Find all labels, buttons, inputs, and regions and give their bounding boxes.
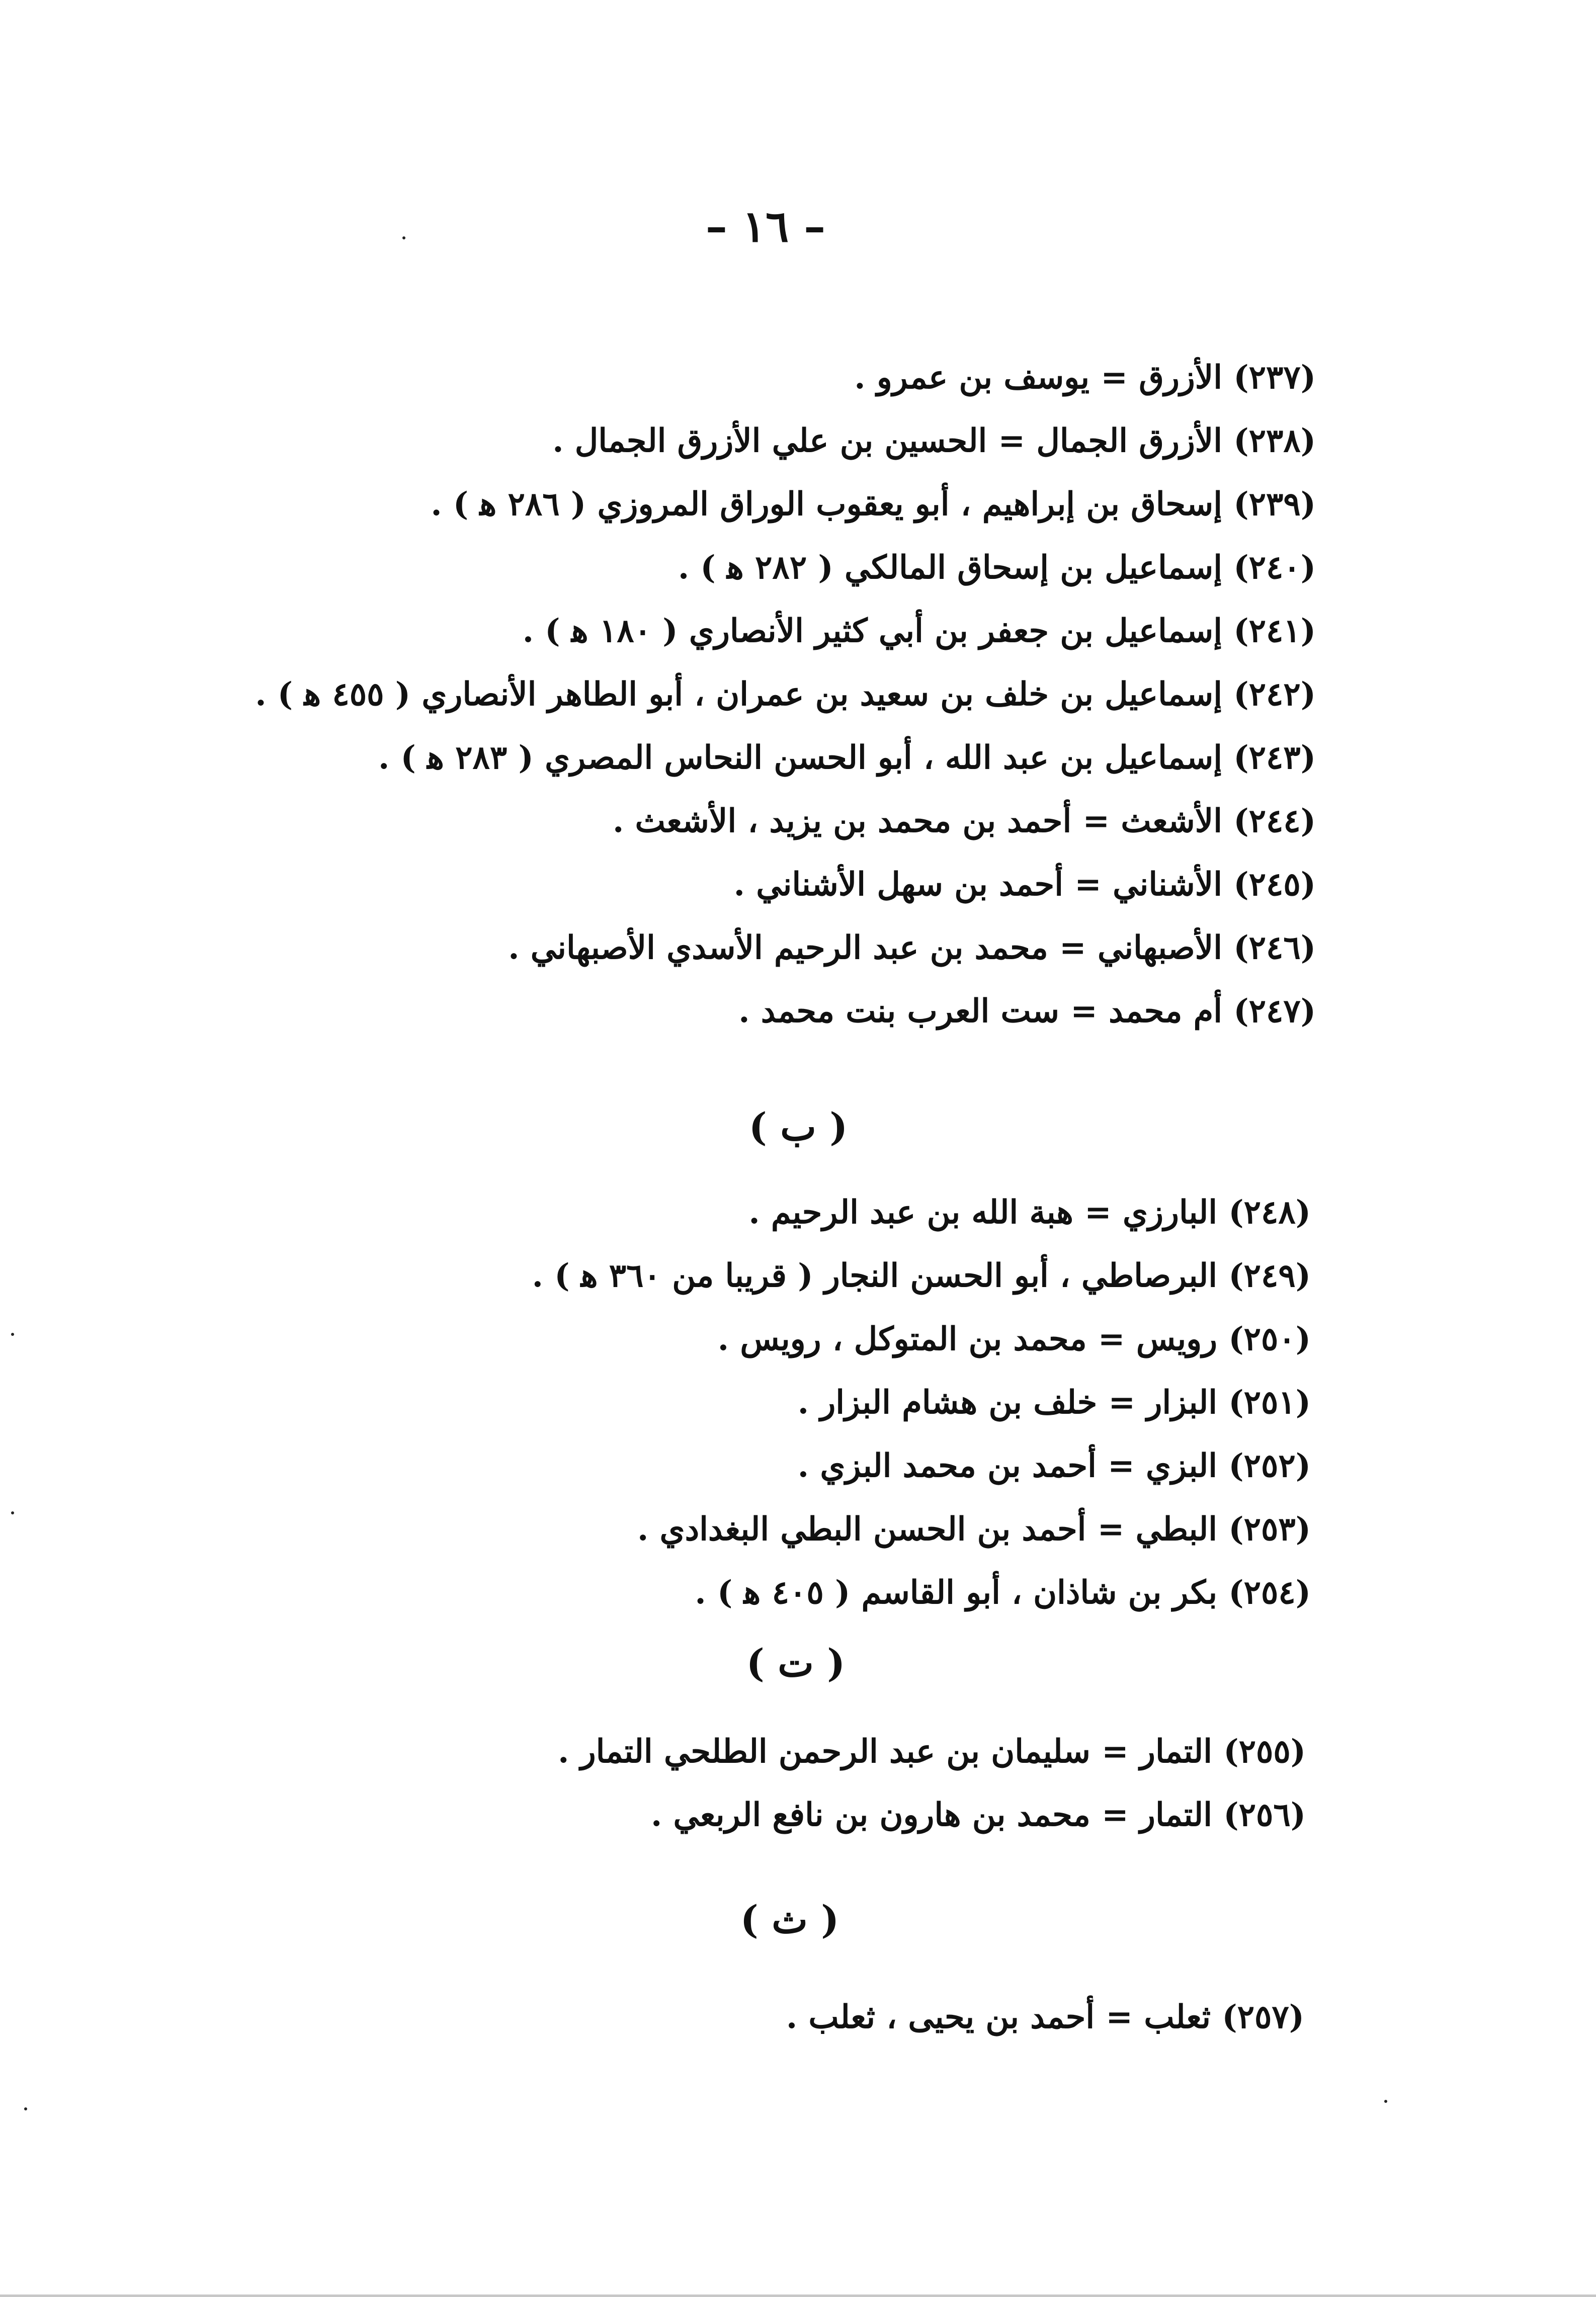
list-item: (٢٥٢) البزي = أحمد بن محمد البزي . <box>797 1447 1311 1485</box>
list-item: (٢٤٢) إسماعيل بن خلف بن سعيد بن عمران ، أبو الطاهر الأنصاري ( ٤٥٥ ﻫ ) . <box>255 675 1316 713</box>
entry-list-alif <box>109 346 1316 1043</box>
list-item: (٢٥١) البزار = خلف بن هشام البزار . <box>797 1384 1311 1421</box>
section-header-ta: ( ت ) <box>746 1641 846 1685</box>
list-item: (٢٥٣) البطي = أحمد بن الحسن البطي البغدادي . <box>637 1510 1311 1548</box>
entry-list-tha <box>97 1986 1304 2049</box>
list-item: (٢٤٦) الأصبهاني = محمد بن عبد الرحيم الأسدي الأصبهاني . <box>508 929 1316 967</box>
page-number: – ١٦ – <box>705 201 826 252</box>
scan-speck <box>402 236 405 239</box>
entry-list-ba <box>104 1181 1311 1625</box>
list-item: (٢٤٨) البارزي = هبة الله بن عبد الرحيم . <box>748 1194 1311 1231</box>
list-item: (٢٥٦) التمار = محمد بن هارون بن نافع الربعي . <box>650 1796 1306 1834</box>
list-item: (٢٤٠) إسماعيل بن إسحاق المالكي ( ٢٨٢ ﻫ ) . <box>678 549 1316 586</box>
scan-speck <box>11 1333 14 1336</box>
list-item: (٢٣٩) إسحاق بن إبراهيم ، أبو يعقوب الوراق المروزي ( ٢٨٦ ﻫ ) . <box>431 485 1316 523</box>
list-item: (٢٣٧) الأزرق = يوسف بن عمرو . <box>854 359 1316 396</box>
list-item: (٢٤١) إسماعيل بن جعفر بن أبي كثير الأنصاري ( ١٨٠ ﻫ ) . <box>522 612 1316 650</box>
list-item: (٢٥٧) ثعلب = أحمد بن يحيى ، ثعلب . <box>786 1998 1304 2036</box>
scan-speck <box>24 2107 27 2110</box>
list-item: (٢٣٨) الأزرق الجمال = الحسين بن علي الأزرق الجمال . <box>552 422 1316 460</box>
page-bottom-edge <box>0 2294 1596 2297</box>
list-item: (٢٥٤) بكر بن شاذان ، أبو القاسم ( ٤٠٥ ﻫ ) . <box>695 1574 1311 1611</box>
entry-list-ta <box>99 1720 1306 1847</box>
list-item: (٢٤٧) أم محمد = ست العرب بنت محمد . <box>738 992 1316 1030</box>
section-header-ba: ( ب ) <box>748 1104 848 1149</box>
list-item: (٢٥٠) رويس = محمد بن المتوكل ، رويس . <box>717 1320 1311 1358</box>
list-item: (٢٤٩) البرصاطي ، أبو الحسن النجار ( قريبا من ٣٦٠ ﻫ ) . <box>532 1257 1311 1295</box>
list-item: (٢٤٥) الأشناني = أحمد بن سهل الأشناني . <box>733 866 1316 903</box>
section-header-tha: ( ث ) <box>740 1897 839 1942</box>
list-item: (٢٥٥) التمار = سليمان بن عبد الرحمن الطلحي التمار . <box>558 1733 1306 1770</box>
scan-speck <box>11 1511 14 1514</box>
list-item: (٢٤٣) إسماعيل بن عبد الله ، أبو الحسن النحاس المصري ( ٢٨٣ ﻫ ) . <box>378 739 1316 777</box>
list-item: (٢٤٤) الأشعث = أحمد بن محمد بن يزيد ، الأشعث . <box>612 802 1316 840</box>
scan-speck <box>1384 2100 1387 2103</box>
